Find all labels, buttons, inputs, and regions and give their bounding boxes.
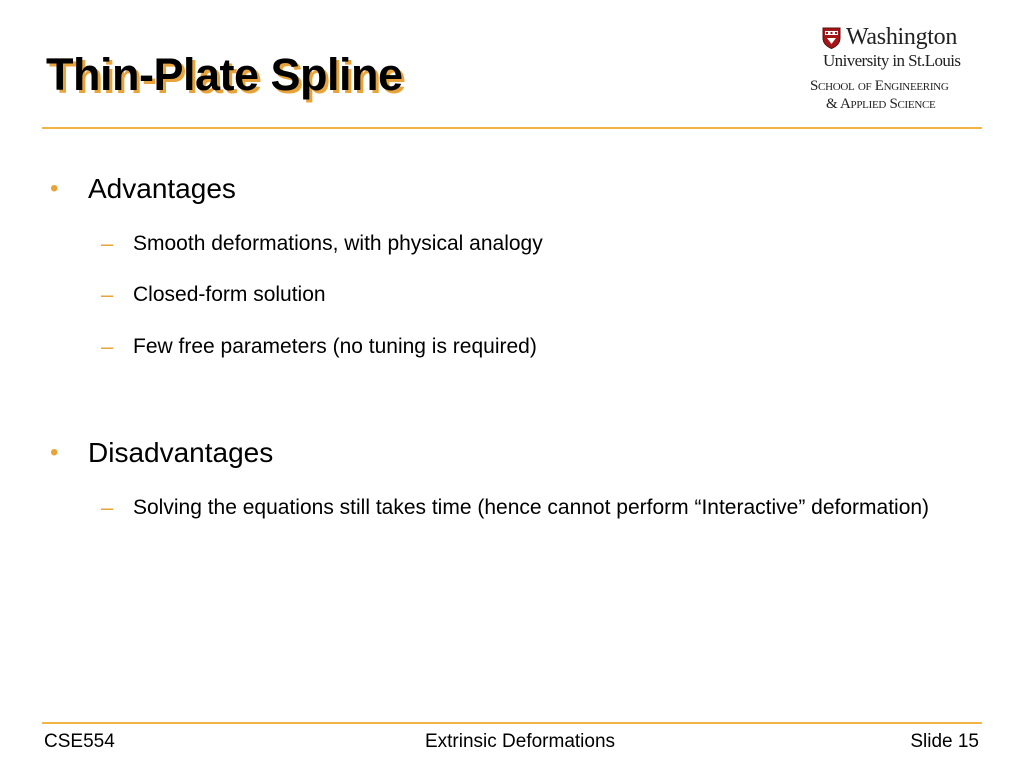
title-divider: [42, 127, 982, 129]
dash-icon: –: [101, 282, 114, 307]
sub-bullet-text: Smooth deformations, with physical analogy: [133, 232, 543, 255]
bullet-label: Advantages: [88, 173, 236, 204]
logo-name-line1: Washington: [846, 24, 958, 50]
slide-title: Thin-Plate Spline: [46, 49, 403, 100]
footer-divider: [42, 722, 982, 724]
logo-school-line2: & Applied Science: [826, 96, 936, 112]
crest-icon: [822, 27, 841, 49]
bullet-label: Disadvantages: [88, 437, 274, 468]
sub-bullet-text: Closed-form solution: [133, 283, 326, 306]
university-logo: [808, 24, 984, 116]
logo-name-line2: University in St.Louis: [823, 51, 961, 70]
dash-icon: –: [101, 231, 114, 256]
logo-school-line1: School of Engineering: [810, 78, 949, 94]
bullet-icon: •: [50, 439, 59, 466]
sub-bullet-text: Few free parameters (no tuning is required): [133, 335, 537, 358]
sub-bullet-text: Solving the equations still takes time (hence cannot perform “Interactive” deformation): [133, 496, 930, 519]
dash-icon: –: [101, 334, 114, 359]
dash-icon: –: [101, 495, 114, 520]
bullet-icon: •: [50, 175, 59, 202]
footer-course: CSE554: [44, 731, 115, 752]
footer-topic: Extrinsic Deformations: [424, 731, 616, 752]
footer-slide-number: Slide 15: [910, 731, 979, 752]
